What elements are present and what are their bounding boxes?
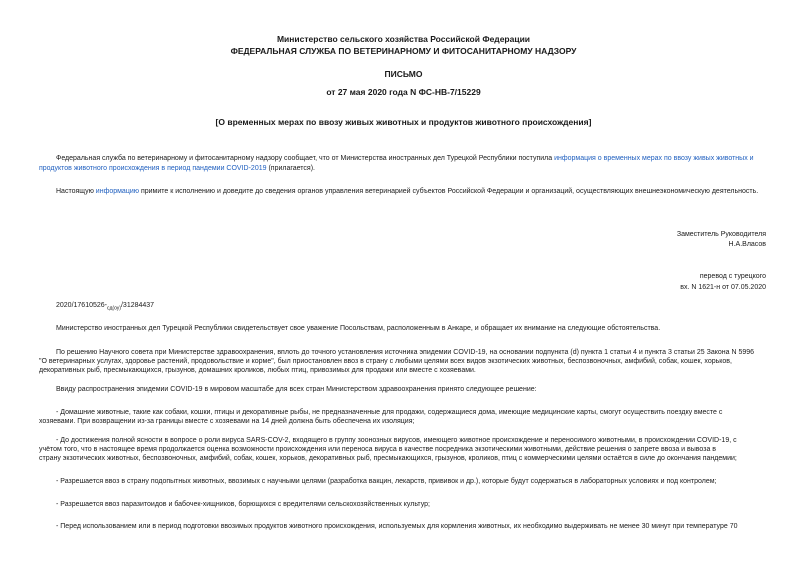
body-paragraph-8: - Перед использованием или в период подготовки ввозимых продуктов животного происхождения, используемых для кормления животных, их необходимо выдерживать не менее 30 минут при температуре 70 — [56, 523, 738, 530]
intro-paragraph-line-1 — [56, 154, 754, 163]
body-paragraph-7: - Разрешается ввоз паразитоидов и бабочек-хищников, борющихся с вредителями сельскохозяйственных культур; — [56, 501, 430, 508]
reference-number — [56, 301, 154, 313]
intro-paragraph-2 — [56, 187, 758, 196]
ministry-title: Министерство сельского хозяйства Российской Федерации — [276, 34, 531, 44]
translation-note: перевод с турецкого — [699, 273, 766, 280]
information-link[interactable]: информацию — [95, 188, 139, 195]
service-title: ФЕДЕРАЛЬНАЯ СЛУЖБА ПО ВЕТЕРИНАРНОМУ И ФИТОСАНИТАРНОМУ НАДЗОРУ — [230, 46, 577, 56]
body-paragraph-4-line-1: - Домашние животные, такие как собаки, кошки, птицы и декоративные рыбы, не предназначенные для продажи, содержащиеся дома, имеющие медицинские карты, смогут осуществить поездку вместе с — [56, 409, 723, 416]
incoming-number: вх. N 1621-н от 07.05.2020 — [680, 284, 766, 291]
info-link-continued[interactable]: продуктов животного происхождения в период пандемии COVID-2019 — [39, 165, 267, 172]
body-paragraph-6: - Разрешается ввоз в страну подопытных животных, ввозимых с научными целями (разработка вакцин, лекарств, прививок и др.), которые будут содержаться в лабораторных условиях и под контролем; — [56, 478, 717, 485]
body-paragraph-1: Министерство иностранных дел Турецкой Республики свидетельствует свое уважение Посольствам, расположенным в Анкаре, и обращает их внимание на следующие обстоятельства. — [56, 325, 661, 332]
intro-text: Федеральная служба по ветеринарному и фитосанитарному надзору сообщает, что от Министерства иностранных дел Турецкой Республики поступила — [56, 155, 555, 162]
document-date-number: от 27 мая 2020 года N ФС-НВ-7/15229 — [326, 87, 481, 97]
reference-prefix: 2020/17610526- — [56, 302, 107, 309]
intro-paragraph-line-2 — [39, 164, 315, 173]
body-paragraph-2-line-3: декоративных рыб, пресмыкающихся, грызунов, домашних кроликов, любых птиц, привозимых для продажи или вместе с хозяевами. — [39, 367, 476, 374]
reference-suffix: /31284437 — [120, 302, 155, 309]
body-paragraph-4-line-2: хозяевами. При возвращении из-за границы вместе с хозяевами на 14 дней должна быть обеспечена их изоляция; — [39, 418, 415, 425]
reference-sub: сд(оу) — [107, 305, 121, 312]
body-paragraph-5-line-2: учётом того, что в настоящее время продолжается оценка возможности происхождения или переноса вируса в качестве посредника экзотическими животными, действие решения о запрете ввоза и вывоза в — [39, 446, 717, 453]
document-subject: [О временных мерах по ввозу живых животных и продуктов животного происхождения] — [215, 117, 592, 127]
signature-name: Н.А.Власов — [728, 241, 766, 248]
intro-p2-text-a: Настоящую — [56, 188, 96, 195]
body-paragraph-2-line-1: По решению Научного совета при Министерстве здравоохранения, вплоть до точного установления источника эпидемии COVID-19, на основании подпункта (d) пункта 1 статьи 4 и пункта 3 статьи 25 Закона N 5996 — [56, 349, 755, 356]
body-paragraph-5-line-1: - До достижения полной ясности в вопросе о роли вируса SARS-COV-2, входящего в группу зоонозных вирусов, имеющего животное происхождение и переносимого животными, в происхождении COVID-19, с — [56, 437, 737, 444]
body-paragraph-5-line-3: страну экзотических животных, беспозвоночных, амфибий, собак, кошек, хорьков, декоративных рыб, пресмыкающихся, грызунов, кроликов, птиц с коммерческими целями остаётся в силе до окончания пандемии; — [39, 455, 737, 462]
intro-text-end: (прилагается). — [266, 165, 315, 172]
signature-position: Заместитель Руководителя — [676, 231, 766, 238]
info-link[interactable]: информация о временных мерах по ввозу живых животных и — [554, 155, 754, 162]
body-paragraph-3: Ввиду распространения эпидемии COVID-19 в мировом масштабе для всех стран Министерством здравоохранения принято следующее решение: — [56, 386, 537, 393]
intro-p2-text-b: примите к исполнению и доведите до сведения органов управления ветеринарией субъектов Российской Федерации и организаций, осуществляющих внешнеэкономическую деятельность. — [139, 188, 759, 195]
document-type: ПИСЬМО — [384, 69, 423, 79]
body-paragraph-2-line-2: "О ветеринарных услугах, здоровье растений, продовольствие и корме", был приостановлен ввоз в страну с любыми целями всех видов экзотических животных, беспозвоночных, амфибий, собак, кошек, хорьков, — [39, 358, 732, 365]
